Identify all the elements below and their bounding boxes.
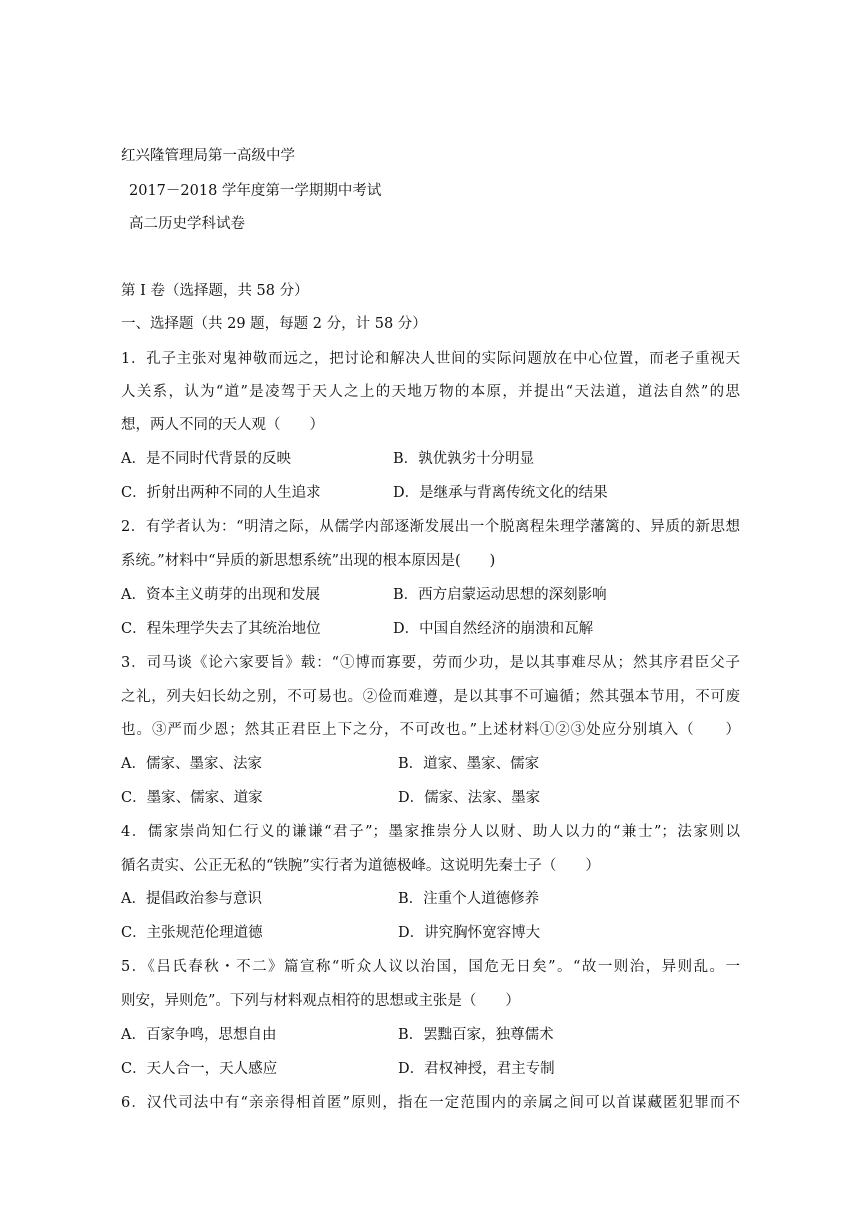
question-line: 4．儒家崇尚知仁行义的谦谦“君子”；墨家推崇分人以财、助人以力的“兼士”；法家则以 [121, 824, 740, 840]
option-a: A．资本主义萌芽的出现和发展 [121, 587, 320, 603]
option-b: B．罢黜百家，独尊儒术 [398, 1027, 554, 1043]
option-a: A．是不同时代背景的反映 [121, 451, 291, 467]
option-b: B．孰优孰劣十分明显 [393, 451, 535, 467]
question-line: 人关系，认为“道”是凌驾于天人之上的天地万物的本原，并提出“天法道，道法自然”的思 [121, 384, 740, 400]
option-b: B．西方启蒙运动思想的深刻影响 [393, 587, 607, 603]
question-line: 6．汉代司法中有“亲亲得相首匿”原则，指在一定范围内的亲属之间可以首谋藏匿犯罪而不 [121, 1095, 740, 1111]
school-name: 红兴隆管理局第一高级中学 [121, 148, 295, 164]
section-heading: 一、选择题（共 29 题，每题 2 分，计 58 分） [121, 316, 427, 332]
question-line: 2．有学者认为：“明清之际，从儒学内部逐渐发展出一个脱离程朱理学藩篱的、异质的新思想 [121, 519, 740, 535]
option-b: B．道家、墨家、儒家 [398, 756, 540, 772]
part-title: 第 I 卷（选择题，共 58 分） [121, 283, 309, 299]
option-d: D．讲究胸怀宽容博大 [398, 925, 541, 941]
option-c: C．主张规范伦理道德 [121, 925, 263, 941]
option-c: C．程朱理学失去了其统治地位 [121, 621, 321, 637]
question-line: 1．孔子主张对鬼神敬而远之，把讨论和解决人世间的实际问题放在中心位置，而老子重视天 [121, 351, 740, 367]
question-line: 循名责实、公正无私的“铁腕”实行者为道德极峰。这说明先秦士子（ ） [121, 858, 600, 874]
option-b: B．注重个人道德修养 [398, 891, 540, 907]
option-d: D．儒家、法家、墨家 [398, 790, 541, 806]
option-d: D．是继承与背离传统文化的结果 [393, 485, 608, 501]
question-line: 3．司马谈《论六家要旨》载：“①博而寡要，劳而少功，是以其事难尽从；然其序君臣父子 [121, 655, 740, 671]
question-line: 也。③严而少恩；然其正君臣上下之分，不可改也。”上述材料①②③处应分别填入（ ） [121, 722, 740, 738]
option-a: A．提倡政治参与意识 [121, 891, 262, 907]
question-line: 之礼，列夫妇长幼之别，不可易也。②俭而难遵，是以其事不可遍循；然其强本节用，不可废 [121, 689, 740, 705]
exam-subject: 高二历史学科试卷 [129, 216, 245, 232]
question-line: 则安，异则危”。下列与材料观点相符的思想或主张是（ ） [121, 993, 520, 1009]
option-c: C．墨家、儒家、道家 [121, 790, 263, 806]
question-line: 想，两人不同的天人观（ ） [121, 417, 324, 433]
option-a: A．儒家、墨家、法家 [121, 756, 262, 772]
option-c: C．折射出两种不同的人生追求 [121, 485, 321, 501]
exam-term: 2017－2018 学年度第一学期期中考试 [129, 183, 382, 199]
question-line: 5．《吕氏春秋・不二》篇宣称“听众人议以治国，国危无日矣”。“故一则治，异则乱。一 [121, 959, 740, 975]
option-c: C．天人合一，天人感应 [121, 1061, 278, 1077]
option-d: D．君权神授，君主专制 [398, 1061, 555, 1077]
question-line: 系统。”材料中“异质的新思想系统”出现的根本原因是( ) [121, 553, 496, 569]
option-d: D．中国自然经济的崩溃和瓦解 [393, 621, 594, 637]
option-a: A．百家争鸣，思想自由 [121, 1027, 277, 1043]
